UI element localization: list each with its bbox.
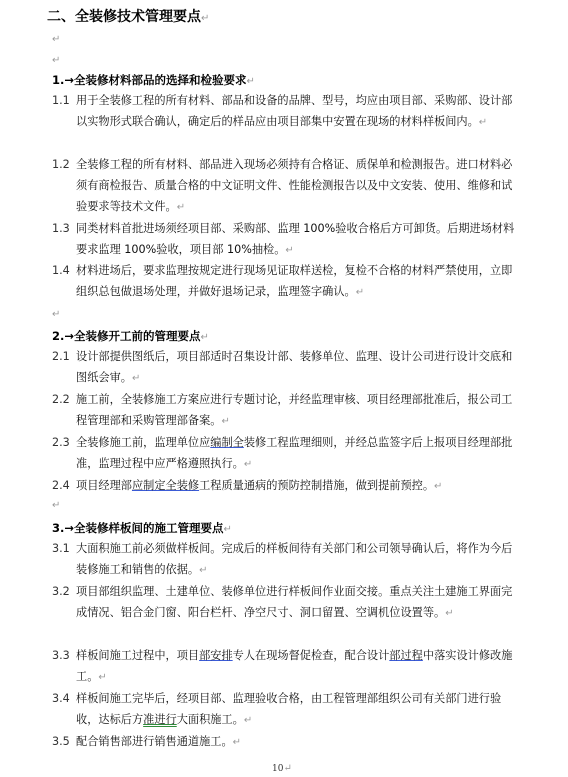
- list-item: [52, 91, 522, 134]
- section-heading-2: [52, 328, 209, 344]
- section-heading-text: 2.→全装修开工前的管理要点: [52, 329, 201, 343]
- item-text: 大面积施工前必须做样板间。完成后的样板间待有关部门和公司领导确认后，将作为今后装修施工和销售的依据。: [76, 542, 513, 576]
- paragraph-mark-icon: ↵: [445, 607, 454, 619]
- item-text: 材料进场后，要求监理按规定进行现场见证取样送检，复检不合格的材料严禁使用，立即组织总包做退场处理，并做好退场记录，监理签字确认。: [76, 264, 513, 298]
- item-text-pre: 全装修施工前，监理单位应: [76, 436, 211, 449]
- item-text-pre: 项目经理部: [76, 479, 132, 492]
- paragraph-mark-icon: ↵: [200, 332, 209, 343]
- paragraph-mark-icon: ↵: [223, 524, 232, 535]
- item-text-underlined: 应制定全装修: [131, 479, 200, 492]
- item-text-post: 装修工程监理细则，并经总监签字后上报项目经理部批准，监理过程中应严格遵照执行。: [76, 436, 513, 470]
- page-title: [47, 6, 209, 26]
- item-text-underlined: 部过程: [389, 649, 423, 662]
- paragraph-mark-icon: ↵: [246, 76, 255, 87]
- item-text: 设计部提供图纸后，项目部适时召集设计部、装修单位、监理、设计公司进行设计交底和图纸会审。: [76, 350, 513, 384]
- list-item: [52, 539, 522, 582]
- paragraph-mark-icon: ↵: [355, 286, 365, 298]
- paragraph-mark-icon: ↵: [243, 458, 253, 470]
- item-number: 3.1: [52, 542, 70, 555]
- item-number: 3.5: [52, 735, 70, 748]
- item-text-underlined: 部安排: [199, 649, 233, 662]
- item-text: 同类材料首批进场须经项目部、采购部、监理 100%验收合格后方可卸货。后期进场材料要求监理 100%验收，项目部 10%抽检。: [76, 222, 515, 256]
- list-item: [52, 732, 522, 754]
- list-item: [52, 689, 522, 732]
- item-text: 配合销售部进行销售通道施工。: [76, 735, 233, 748]
- item-number: 1.2: [52, 158, 70, 171]
- section-heading-3: [52, 520, 232, 536]
- item-text-underlined: 编制全: [210, 436, 244, 449]
- paragraph-mark-icon: ↵: [478, 116, 488, 128]
- list-item: [52, 347, 522, 390]
- list-item: [52, 155, 522, 218]
- page-number: [272, 763, 292, 774]
- section-heading-1: [52, 72, 255, 88]
- item-text: 施工前，全装修施工方案应进行专题讨论，并经监理审核、项目经理部批准后，报公司工程管理部和采购管理部备案。: [76, 393, 513, 427]
- paragraph-mark-icon: ↵: [52, 34, 61, 45]
- list-item: [52, 582, 522, 625]
- page-title-text: 二、全装修技术管理要点: [47, 9, 201, 25]
- list-item: [52, 476, 522, 498]
- item-number: 3.4: [52, 692, 70, 705]
- item-text: 全装修工程的所有材料、部品进入现场必须持有合格证、质保单和检测报告。进口材料必须有商检报告、质量合格的中文证明文件、性能检测报告以及中文安装、使用、维修和试验要求等技术文件。: [76, 158, 513, 213]
- paragraph-mark-icon: ↵: [285, 244, 294, 256]
- item-text-underlined: 准进行: [143, 712, 177, 726]
- list-item: [52, 646, 522, 689]
- section-heading-text: 1.→全装修材料部品的选择和检验要求: [52, 73, 247, 87]
- page-number-text: 10: [272, 764, 284, 774]
- paragraph-mark-icon: ↵: [52, 500, 61, 511]
- item-text-post: 大面积施工。: [176, 712, 244, 726]
- paragraph-mark-icon: ↵: [201, 13, 210, 24]
- list-item: [52, 433, 522, 476]
- item-number: 1.3: [52, 222, 70, 235]
- paragraph-mark-icon: ↵: [243, 714, 253, 726]
- list-item: [52, 261, 522, 304]
- item-text: 用于全装修工程的所有材料、部品和设备的品牌、型号，均应由项目部、采购部、设计部以实物形式联合确认，确定后的样品应由项目部集中安置在现场的材料样板间内。: [76, 94, 513, 128]
- paragraph-mark-icon: ↵: [199, 564, 208, 576]
- item-text-post: 中落实设计修改施工。: [76, 649, 513, 683]
- item-text-post: 工程质量通病的预防控制措施，做到提前预控。: [199, 479, 435, 492]
- paragraph-mark-icon: ↵: [434, 481, 443, 492]
- item-number: 2.3: [52, 436, 70, 449]
- item-number: 2.2: [52, 393, 70, 406]
- paragraph-mark-icon: ↵: [221, 415, 230, 427]
- item-number: 1.4: [52, 264, 70, 277]
- paragraph-mark-icon: ↵: [98, 671, 107, 683]
- item-text-pre: 样板间施工完毕后，经项目部、监理验收合格，由工程管理部组织公司有关部门进行验收，达标后方: [76, 692, 502, 726]
- item-text-pre: 样板间施工过程中，项目: [76, 649, 200, 662]
- list-item: [52, 219, 522, 262]
- section-heading-text: 3.→全装修样板间的施工管理要点: [52, 521, 224, 535]
- item-text: 项目部组织监理、土建单位、装修单位进行样板间作业面交接。重点关注土建施工界面完成情况、铝合金门窗、阳台栏杆、净空尺寸、洞口留置、空调机位设置等。: [76, 585, 513, 619]
- item-number: 2.4: [52, 479, 70, 492]
- item-number: 2.1: [52, 350, 70, 363]
- item-number: 1.1: [52, 94, 70, 107]
- paragraph-mark-icon: ↵: [131, 372, 141, 384]
- paragraph-mark-icon: ↵: [52, 309, 61, 320]
- paragraph-mark-icon: ↵: [52, 55, 61, 66]
- item-number: 3.3: [52, 649, 70, 662]
- item-number: 3.2: [52, 585, 70, 598]
- paragraph-mark-icon: ↵: [232, 737, 242, 748]
- paragraph-mark-icon: ↵: [283, 763, 292, 774]
- list-item: [52, 390, 522, 433]
- item-text-mid: 专人在现场督促检查，配合设计: [232, 649, 390, 662]
- paragraph-mark-icon: ↵: [176, 201, 186, 213]
